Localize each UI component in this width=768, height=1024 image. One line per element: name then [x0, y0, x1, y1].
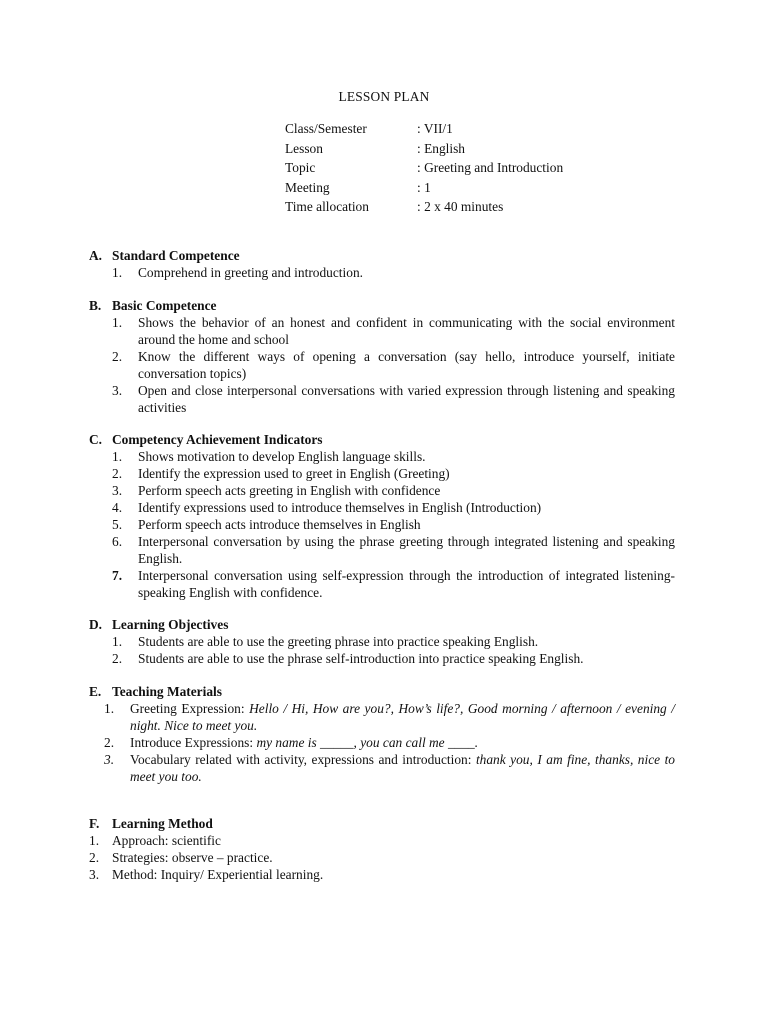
- section-letter: B.: [89, 298, 102, 313]
- section-heading: [89, 683, 675, 700]
- list-item: [89, 348, 675, 382]
- list-item: [89, 533, 675, 567]
- section-letter: F.: [89, 816, 100, 831]
- item-list: [89, 314, 675, 416]
- section-standard-competence: [89, 247, 675, 281]
- item-lead: Greeting Expression:: [130, 701, 250, 716]
- item-number: 1.: [112, 265, 123, 280]
- section-letter: C.: [89, 432, 103, 447]
- item-example: my name is _____, you can call me ____.: [256, 735, 479, 750]
- info-row: [285, 120, 563, 140]
- page-title: LESSON PLAN: [338, 89, 430, 104]
- item-number: 2.: [112, 651, 123, 666]
- item-text: Perform speech acts introduce themselves in English: [138, 517, 421, 532]
- list-item: [89, 499, 675, 516]
- item-number: 1.: [104, 701, 115, 716]
- list-item: [89, 516, 675, 533]
- info-key: Class/Semester: [285, 121, 367, 136]
- item-text: Identify the expression used to greet in English (Greeting): [138, 466, 450, 481]
- item-text: Strategies: observe – practice.: [112, 850, 273, 865]
- section-heading: [89, 297, 675, 314]
- item-number: 6.: [112, 534, 123, 549]
- section-title: Standard Competence: [112, 248, 240, 263]
- item-text: Interpersonal conversation by using the phrase greeting through integrated listening and speaking English.: [138, 534, 675, 566]
- section-title: Competency Achievement Indicators: [112, 432, 323, 447]
- item-list: [89, 448, 675, 601]
- info-value: : 1: [417, 179, 431, 195]
- item-list: [89, 700, 675, 785]
- item-number: 2.: [112, 466, 123, 481]
- item-number: 2.: [112, 349, 123, 364]
- section-heading: [89, 815, 675, 832]
- list-item: [89, 465, 675, 482]
- list-item: [89, 700, 675, 734]
- info-value: : English: [417, 140, 465, 156]
- item-number: 2.: [104, 735, 115, 750]
- list-item: [89, 832, 675, 849]
- item-number: 1.: [89, 833, 100, 848]
- list-item: [89, 264, 675, 281]
- info-row: [285, 198, 563, 218]
- item-text: Students are able to use the greeting phrase into practice speaking English.: [138, 634, 539, 649]
- section-teaching-materials: [89, 683, 675, 785]
- list-item: [89, 866, 675, 883]
- section-title: Basic Competence: [112, 298, 217, 313]
- section-learning-objectives: [89, 616, 675, 667]
- item-lead: Vocabulary related with activity, expressions and introduction:: [130, 752, 476, 767]
- item-text: Open and close interpersonal conversations with varied expression through listening and speaking activities: [138, 383, 675, 415]
- item-number: 3.: [104, 752, 115, 767]
- list-item: [89, 482, 675, 499]
- section-heading: [89, 431, 675, 448]
- item-text: Comprehend in greeting and introduction.: [138, 265, 363, 280]
- list-item: [89, 751, 675, 785]
- item-list: [89, 633, 675, 667]
- item-text: Perform speech acts greeting in English with confidence: [138, 483, 441, 498]
- item-text: Know the different ways of opening a conversation (say hello, introduce yourself, initiate conversation topics): [138, 349, 675, 381]
- section-letter: D.: [89, 617, 103, 632]
- item-list: [89, 832, 675, 883]
- list-item: [89, 849, 675, 866]
- list-item: [89, 567, 675, 601]
- item-text: [130, 751, 675, 785]
- info-value: : 2 x 40 minutes: [417, 199, 504, 214]
- section-learning-method: [89, 815, 675, 883]
- section-competency-indicators: [89, 431, 675, 601]
- item-text: Approach: scientific: [112, 833, 221, 848]
- list-item: [89, 633, 675, 650]
- list-item: [89, 448, 675, 465]
- info-row: [285, 159, 563, 179]
- info-key: Lesson: [285, 140, 323, 156]
- item-text: Identify expressions used to introduce themselves in English (Introduction): [138, 500, 542, 515]
- section-heading: [89, 616, 675, 633]
- list-item: [89, 650, 675, 667]
- list-item: [89, 314, 675, 348]
- item-text: Shows the behavior of an honest and confident in communicating with the social environment around the home and school: [138, 315, 675, 347]
- section-basic-competence: [89, 297, 675, 416]
- item-number: 3.: [89, 867, 100, 882]
- item-number: 5.: [112, 517, 123, 532]
- item-example: thank you, I am fine, thanks, nice to meet you too.: [130, 752, 675, 784]
- item-number: 2.: [89, 850, 100, 865]
- section-letter: A.: [89, 248, 103, 263]
- item-text: [130, 734, 675, 751]
- item-text: Interpersonal conversation using self-expression through the introduction of integrated listening-speaking English with confidence.: [138, 568, 675, 600]
- info-key: Meeting: [285, 179, 330, 195]
- item-number: 3.: [112, 483, 123, 498]
- info-value: : Greeting and Introduction: [417, 160, 564, 175]
- item-text: Shows motivation to develop English language skills.: [138, 449, 426, 464]
- section-title: Teaching Materials: [112, 684, 222, 699]
- section-title: Learning Objectives: [112, 617, 229, 632]
- section-letter: E.: [89, 684, 102, 699]
- info-row: [285, 140, 563, 160]
- item-number: 1.: [112, 315, 123, 330]
- item-lead: Introduce Expressions:: [130, 735, 257, 750]
- item-list: [89, 264, 675, 281]
- info-row: [285, 179, 563, 199]
- item-text: Students are able to use the phrase self-introduction into practice speaking English.: [138, 651, 584, 666]
- section-heading: [89, 247, 675, 264]
- item-number: 1.: [112, 449, 123, 464]
- list-item: [89, 734, 675, 751]
- list-item: [89, 382, 675, 416]
- info-key: Time allocation: [285, 199, 369, 214]
- info-value: : VII/1: [417, 121, 453, 136]
- info-key: Topic: [285, 160, 316, 175]
- section-title: Learning Method: [112, 816, 213, 831]
- item-number: 7.: [112, 568, 123, 583]
- item-text: [130, 700, 675, 734]
- item-number: 4.: [112, 500, 123, 515]
- item-number: 3.: [112, 383, 123, 398]
- item-example: Hello / Hi, How are you?, How’s life?, Good morning / afternoon / evening / night. Nice to meet you.: [130, 701, 675, 733]
- lesson-info-table: [285, 120, 563, 218]
- item-text: Method: Inquiry/ Experiential learning.: [112, 867, 324, 882]
- item-number: 1.: [112, 634, 123, 649]
